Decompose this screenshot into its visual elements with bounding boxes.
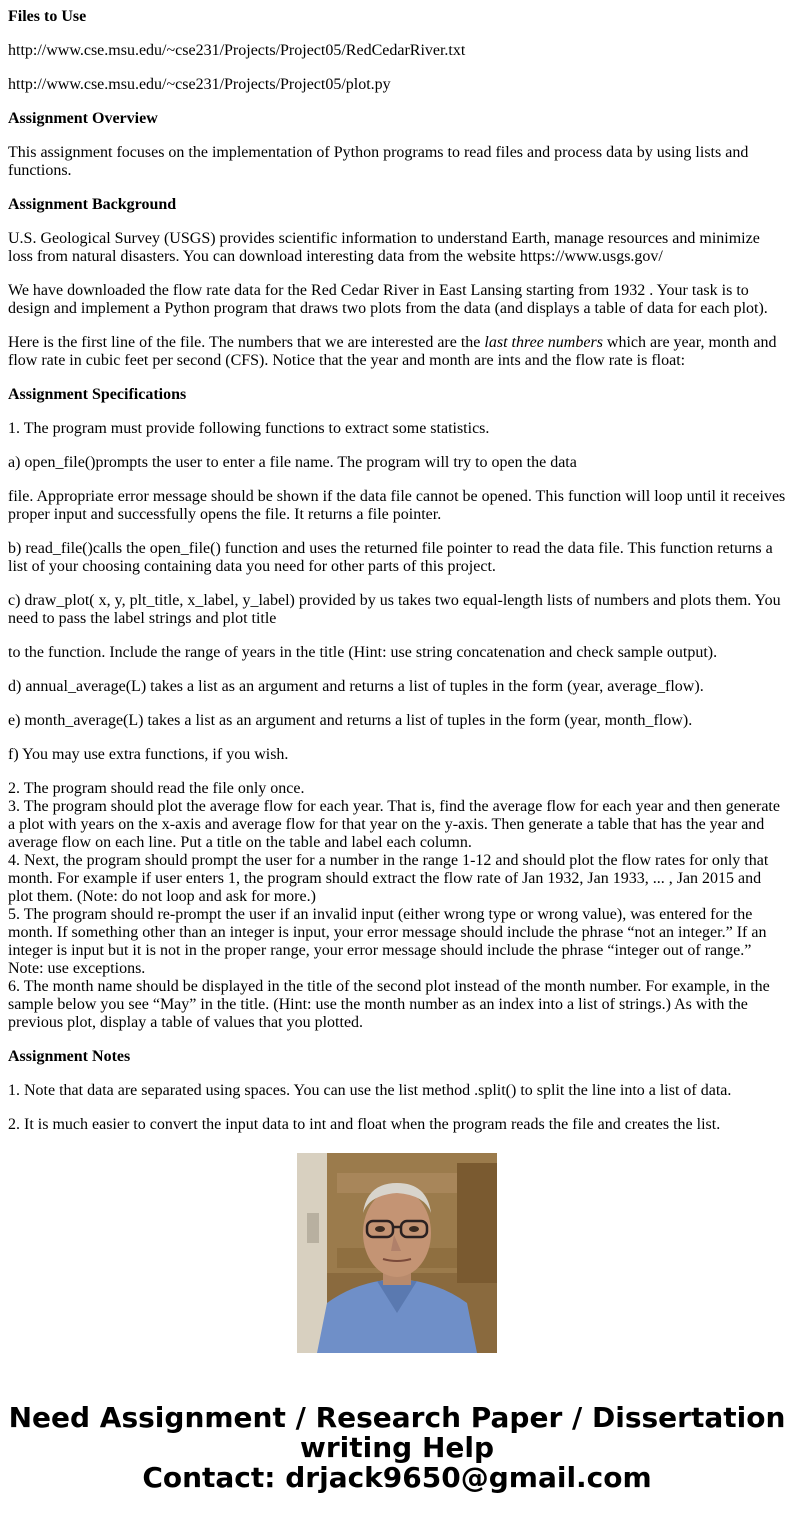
spec-4: 4. Next, the program should prompt the user for a number in the range 1-12 and should plot the flow rates for only that month. For example if user enters 1, the program should extract the flow rate of Jan 1932, Jan 1933, ... , Jan 2015 and plot them. (Note: do not loop and ask for more.) bbox=[8, 852, 769, 905]
background-text-1: U.S. Geological Survey (USGS) provides scientific information to understand Earth, manage resources and minimize loss from natural disasters. You can download interesting data from the website https://www.usgs.gov/ bbox=[8, 230, 760, 265]
files-heading: Files to Use bbox=[8, 8, 87, 25]
spec-c: c) draw_plot( x, y, plt_title, x_label, y_label) provided by us takes two equal-length lists of numbers and plots them. You need to pass the label strings and plot title bbox=[8, 592, 781, 627]
spec-3: 3. The program should plot the average flow for each year. That is, find the average flow for each year and then generate a plot with years on the x-axis and average flow for that year on the y-axis. Then generate a table that has the year and average flow on each line. Put a title on the table and label each column. bbox=[8, 798, 780, 851]
background-text-3: Here is the first line of the file. The numbers that we are interested are the last three numbers which are year, month and flow rate in cubic feet per second (CFS). Notice that the year and month are ints and the flow rate is float: bbox=[8, 334, 777, 369]
spec-d: d) annual_average(L) takes a list as an argument and returns a list of tuples in the form (year, average_flow). bbox=[8, 678, 704, 695]
spec-6: 6. The month name should be displayed in the title of the second plot instead of the month number. For example, in the sample below you see “May” in the title. (Hint: use the month number as an index into a list of strings.) As with the previous plot, display a table of values that you plotted. bbox=[8, 978, 770, 1031]
background-text-2: We have downloaded the flow rate data for the Red Cedar River in East Lansing starting from 1932 . Your task is to design and implement a Python program that draws two plots from the data (and displays a table of data for each plot). bbox=[8, 282, 768, 317]
file-url-plot: http://www.cse.msu.edu/~cse231/Projects/Project05/plot.py bbox=[8, 76, 391, 93]
spec-c-cont: to the function. Include the range of years in the title (Hint: use string concatenation and check sample output). bbox=[8, 644, 718, 661]
specifications-heading: Assignment Specifications bbox=[8, 386, 187, 403]
spec-1: 1. The program must provide following functions to extract some statistics. bbox=[8, 420, 490, 437]
avatar bbox=[297, 1153, 497, 1353]
file-url-data: http://www.cse.msu.edu/~cse231/Projects/Project05/RedCedarRiver.txt bbox=[8, 42, 466, 59]
overview-heading: Assignment Overview bbox=[8, 110, 158, 127]
spec-2: 2. The program should read the file only once. bbox=[8, 780, 305, 797]
spec-f: f) You may use extra functions, if you wish. bbox=[8, 746, 289, 763]
spec-5: 5. The program should re-prompt the user if an invalid input (either wrong type or wrong value), was entered for the month. If something other than an integer is input, your error message should include the phrase “not an integer.” If an integer is input but it is not in the proper range, your error message should include the phrase “integer out of range.” Note: use exceptions. bbox=[8, 906, 767, 977]
spec-a-cont: file. Appropriate error message should be shown if the data file cannot be opened. This function will loop until it receives proper input and successfully opens the file. It returns a file pointer. bbox=[8, 488, 786, 523]
portrait-image bbox=[297, 1153, 497, 1353]
note-1: 1. Note that data are separated using spaces. You can use the list method .split() to split the line into a list of data. bbox=[8, 1082, 732, 1099]
promo-banner bbox=[0, 1403, 794, 1493]
note-2: 2. It is much easier to convert the input data to int and float when the program reads the file and creates the list. bbox=[8, 1116, 721, 1133]
notes-heading: Assignment Notes bbox=[8, 1048, 131, 1065]
promo-line-1: Need Assignment / Research Paper / Dissertation bbox=[8, 1401, 786, 1434]
promo-contact: Contact: drjack9650@gmail.com bbox=[142, 1461, 652, 1494]
spec-b: b) read_file()calls the open_file() function and uses the returned file pointer to read the data file. This function returns a list of your choosing containing data you need for other parts of this project. bbox=[8, 540, 773, 575]
spec-e: e) month_average(L) takes a list as an argument and returns a list of tuples in the form (year, month_flow). bbox=[8, 712, 693, 729]
overview-text: This assignment focuses on the implementation of Python programs to read files and process data by using lists and functions. bbox=[8, 144, 749, 179]
promo-line-2: writing Help bbox=[299, 1431, 495, 1464]
assignment-document bbox=[8, 0, 788, 1133]
spec-a: a) open_file()prompts the user to enter a file name. The program will try to open the data bbox=[8, 454, 577, 471]
background-heading: Assignment Background bbox=[8, 196, 177, 213]
